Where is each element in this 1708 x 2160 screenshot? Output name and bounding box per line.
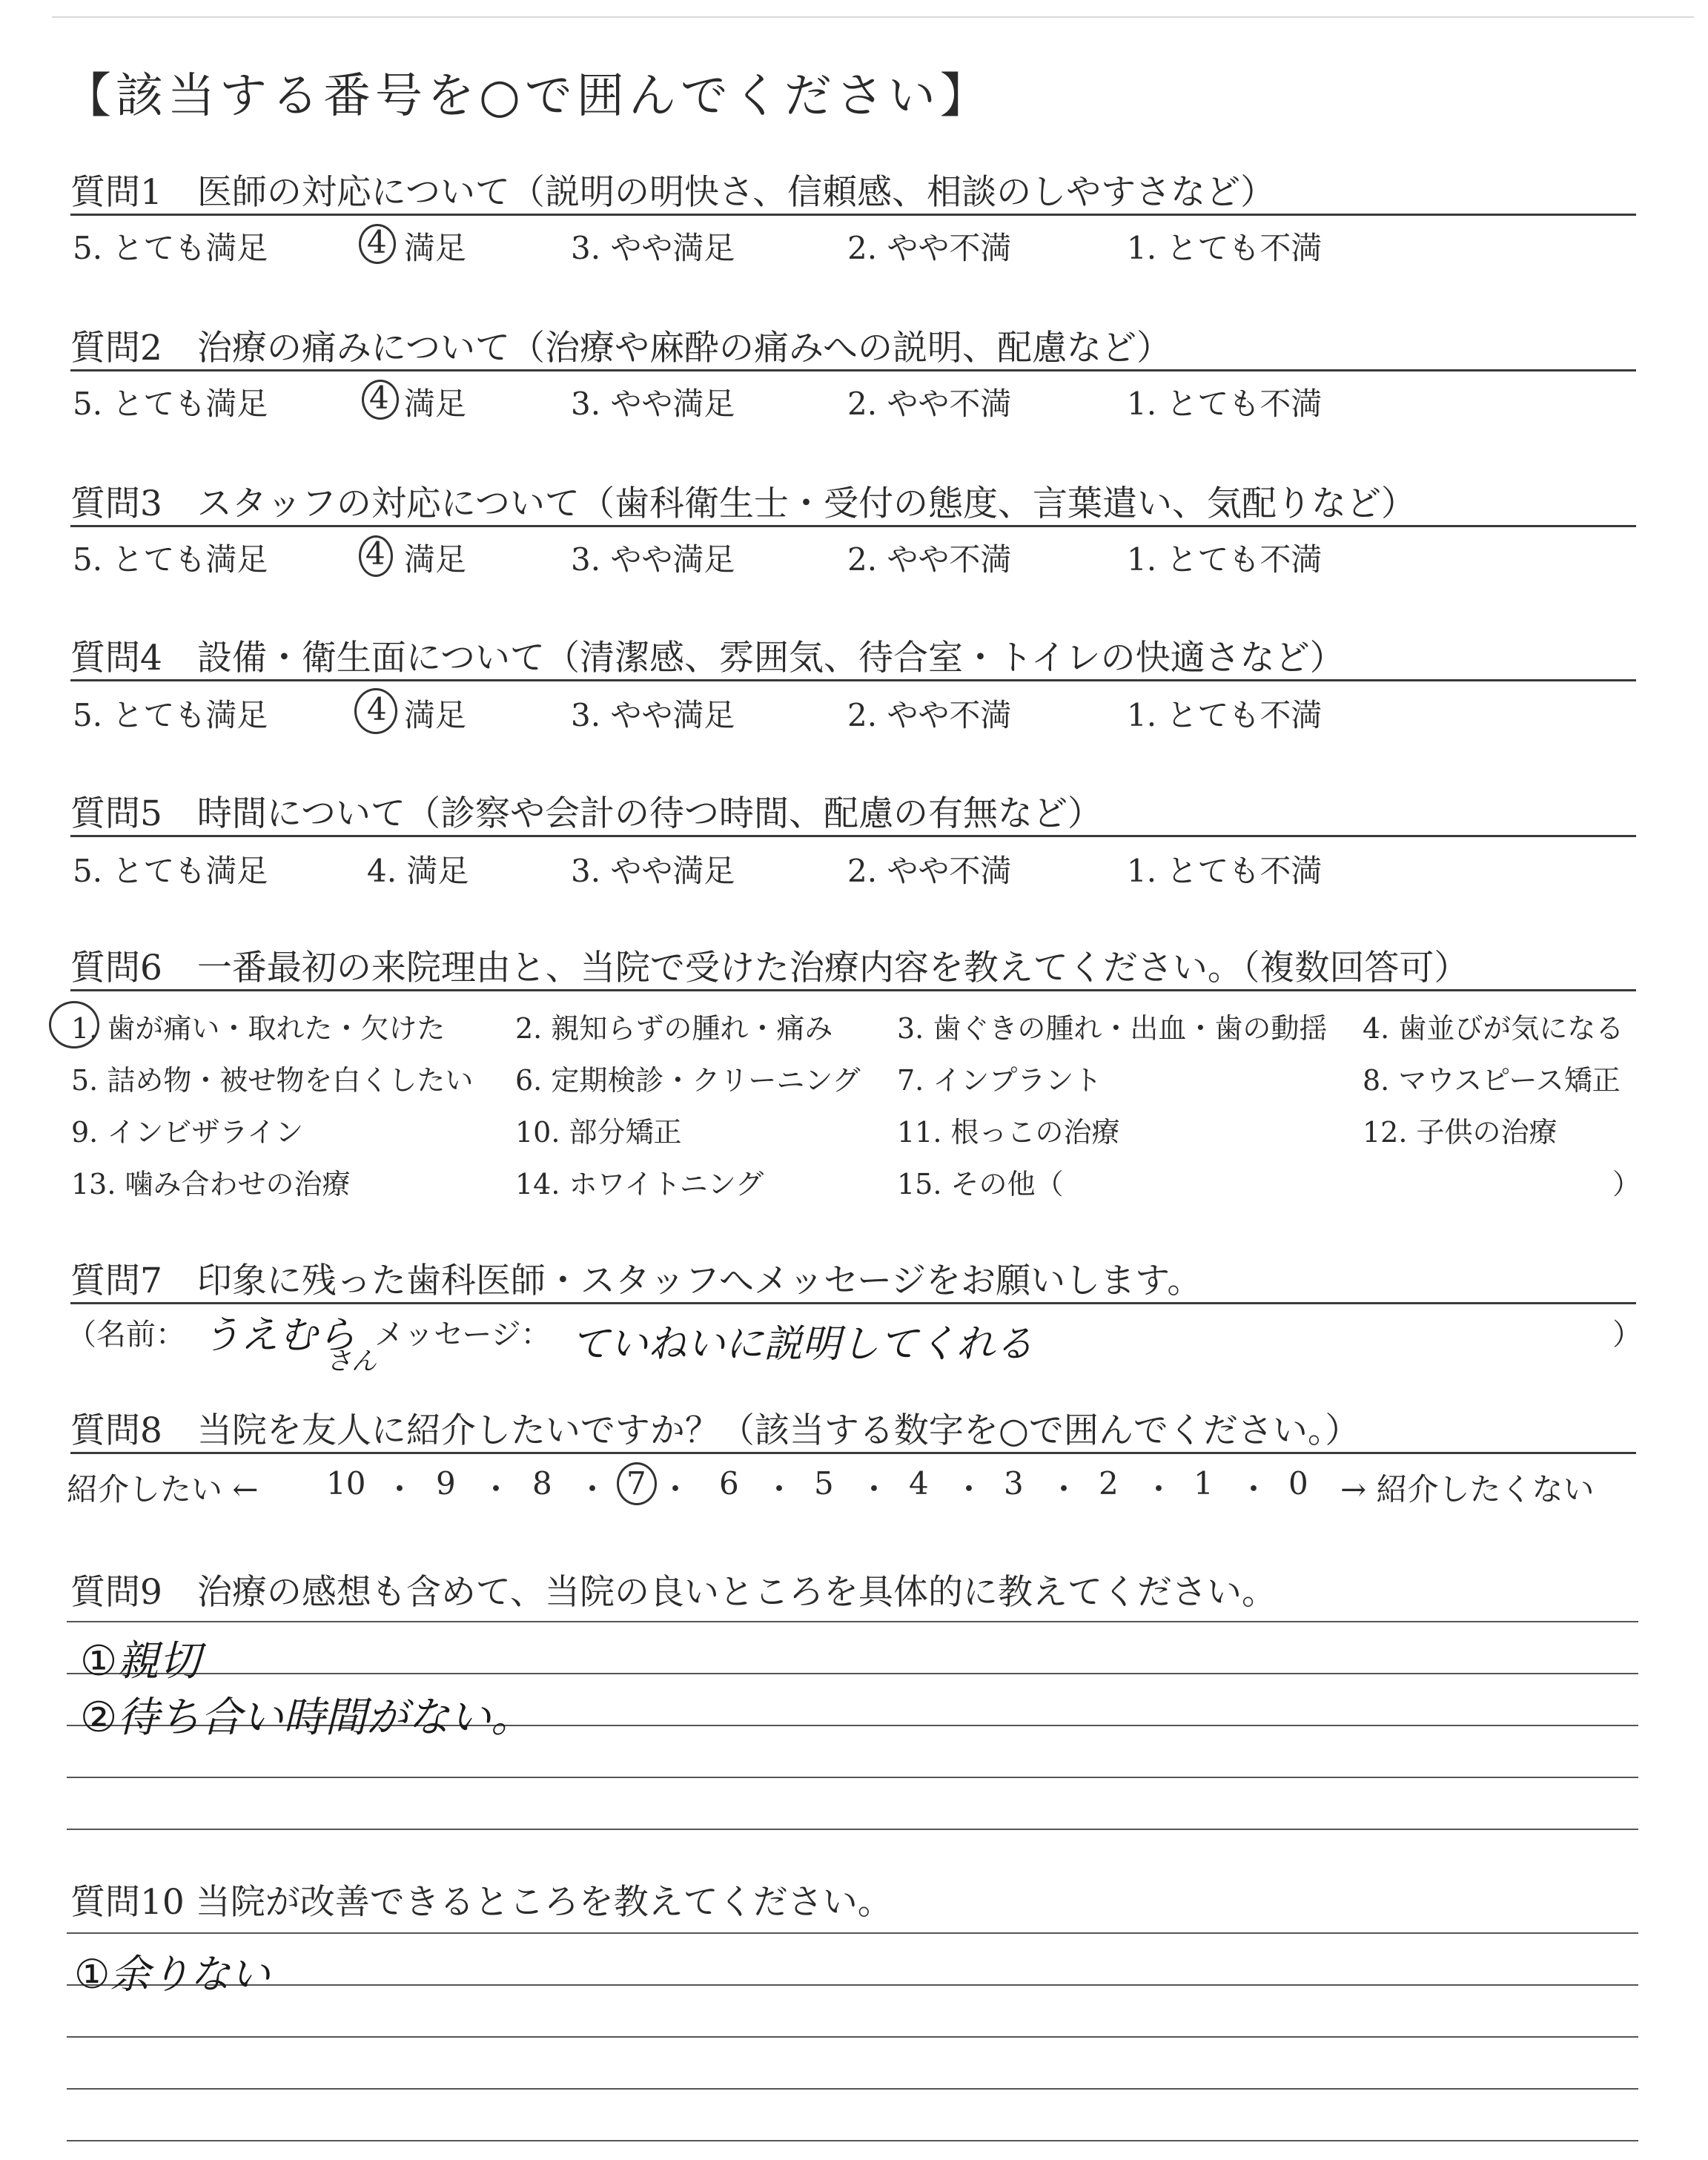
scale-10[interactable]: 10 (326, 1465, 366, 1502)
name-label: （名前： (67, 1318, 185, 1352)
reason-option[interactable]: 8. マウスピース矯正 (1363, 1064, 1621, 1097)
reason-option[interactable]: 4. 歯並びが気になる (1363, 1012, 1624, 1045)
reason-option[interactable]: 5. 詰め物・被せ物を白くしたい (71, 1064, 474, 1097)
question-5-label: 質問5 時間について（診察や会計の待つ時間、配慮の有無など） (70, 793, 1102, 834)
option-4[interactable]: 満足 (404, 230, 467, 266)
q10-answer-1[interactable]: ①余りない (74, 1951, 271, 1998)
question-8-label: 質問8 当院を友人に紹介したいですか？（該当する数字を○で囲んでください。） (70, 1410, 1360, 1451)
answer-line (67, 2140, 1638, 2141)
question-7-label: 質問7 印象に残った歯科医師・スタッフへメッセージをお願いします。 (70, 1261, 1202, 1301)
name-suffix-handwritten: さん (326, 1347, 377, 1376)
question-6-label: 質問6 一番最初の来院理由と、当院で受けた治療内容を教えてください。（複数回答可） (70, 948, 1469, 988)
reason-option[interactable]: 11. 根っこの治療 (897, 1116, 1120, 1149)
option-4-digit[interactable]: 4 (367, 224, 387, 260)
answer-line (67, 2036, 1638, 2038)
option-3[interactable]: 3. やや満足 (571, 697, 735, 733)
reason-option[interactable]: 3. 歯ぐきの腫れ・出血・歯の動揺 (897, 1012, 1328, 1045)
question-1-label: 質問1 医師の対応について（説明の明快さ、信頼感、相談のしやすさなど） (70, 172, 1276, 213)
answer-line (67, 2088, 1638, 2090)
scale-dot: ・ (953, 1471, 985, 1507)
question-3-rule (70, 525, 1636, 527)
name-handwritten[interactable]: うえむら (202, 1313, 357, 1358)
message-handwritten[interactable]: ていねいに説明してくれる (571, 1322, 1034, 1367)
option-2[interactable]: 2. やや不満 (847, 853, 1012, 889)
scale-5[interactable]: 5 (814, 1465, 834, 1502)
scale-dot: ・ (1143, 1471, 1175, 1507)
option-3[interactable]: 3. やや満足 (571, 386, 735, 422)
reason-option[interactable]: 1. 歯が痛い・取れた・欠けた (71, 1012, 446, 1045)
scale-dot: ・ (1238, 1471, 1270, 1507)
option-4-digit[interactable]: 4 (369, 380, 389, 416)
option-4[interactable]: 満足 (404, 386, 467, 422)
option-5[interactable]: 5. とても満足 (73, 386, 268, 422)
scale-1[interactable]: 1 (1194, 1465, 1214, 1502)
answer-line (67, 1984, 1638, 1986)
reason-option[interactable]: 13. 噛み合わせの治療 (71, 1168, 351, 1200)
reason-option[interactable]: 10. 部分矯正 (515, 1116, 682, 1149)
option-3[interactable]: 3. やや満足 (571, 541, 735, 578)
scale-dot: ・ (764, 1471, 795, 1507)
message-close-paren: ） (1612, 1318, 1642, 1352)
answer-line (67, 1829, 1638, 1830)
scale-dot: ・ (1048, 1471, 1080, 1507)
option-4-digit[interactable]: 4 (365, 535, 385, 572)
option-4[interactable]: 満足 (404, 541, 467, 578)
scale-9[interactable]: 9 (436, 1465, 456, 1502)
option-1[interactable]: 1. とても不満 (1127, 853, 1323, 889)
scale-4[interactable]: 4 (909, 1465, 929, 1502)
answer-line (67, 1621, 1638, 1622)
message-label: メッセージ： (374, 1318, 551, 1352)
answer-line (67, 1777, 1638, 1778)
question-2-rule (70, 369, 1636, 371)
question-9-label: 質問9 治療の感想も含めて、当院の良いところを具体的に教えてください。 (70, 1572, 1277, 1613)
reason-option[interactable]: 12. 子供の治療 (1363, 1116, 1558, 1149)
question-4-rule (70, 679, 1636, 681)
form-title: 【該当する番号を○で囲んでください】 (64, 69, 992, 124)
q9-answer-1[interactable]: ①親切 (80, 1637, 201, 1685)
question-10-label: 質問10 当院が改善できるところを教えてください。 (70, 1882, 893, 1923)
option-1[interactable]: 1. とても不満 (1127, 230, 1323, 266)
option-1[interactable]: 1. とても不満 (1127, 697, 1323, 733)
option-2[interactable]: 2. やや不満 (847, 697, 1012, 733)
reason-option[interactable]: 2. 親知らずの腫れ・痛み (515, 1012, 833, 1045)
scale-2[interactable]: 2 (1099, 1465, 1119, 1502)
top-border (52, 16, 1694, 18)
question-8-rule (70, 1452, 1636, 1454)
option-5[interactable]: 5. とても満足 (73, 853, 268, 889)
option-5[interactable]: 5. とても満足 (73, 541, 268, 578)
scale-7[interactable]: 7 (626, 1465, 646, 1502)
reason-option[interactable]: 7. インプラント (897, 1064, 1102, 1097)
question-2-label: 質問2 治療の痛みについて（治療や麻酔の痛みへの説明、配慮など） (70, 328, 1172, 369)
scale-0[interactable]: 0 (1288, 1465, 1308, 1502)
scale-dot: ・ (384, 1471, 416, 1507)
other-close-paren: ） (1612, 1168, 1641, 1200)
answer-line (67, 1673, 1638, 1674)
option-3[interactable]: 3. やや満足 (571, 230, 735, 266)
question-5-rule (70, 835, 1636, 837)
option-1[interactable]: 1. とても不満 (1127, 386, 1323, 422)
scale-right-label: → 紹介したくない (1340, 1471, 1595, 1507)
question-1-rule (70, 214, 1636, 216)
option-2[interactable]: 2. やや不満 (847, 230, 1012, 266)
reason-option[interactable]: 9. インビザライン (71, 1116, 304, 1149)
reason-option[interactable]: 6. 定期検診・クリーニング (515, 1064, 861, 1097)
option-3[interactable]: 3. やや満足 (571, 853, 735, 889)
option-2[interactable]: 2. やや不満 (847, 541, 1012, 578)
scale-dot: ・ (577, 1471, 609, 1507)
q9-answer-2[interactable]: ②待ち合い時間がない。 (80, 1694, 533, 1742)
scale-6[interactable]: 6 (719, 1465, 739, 1502)
scale-left-label: 紹介したい ← (67, 1471, 259, 1507)
option-4[interactable]: 満足 (404, 697, 467, 733)
question-3-label: 質問3 スタッフの対応について（歯科衛生士・受付の態度、言葉遣い、気配りなど） (70, 483, 1416, 524)
scale-dot: ・ (480, 1471, 512, 1507)
option-5[interactable]: 5. とても満足 (73, 230, 268, 266)
scale-8[interactable]: 8 (532, 1465, 552, 1502)
question-4-label: 質問4 設備・衛生面について（清潔感、雰囲気、待合室・トイレの快適さなど） (70, 638, 1345, 678)
option-4-digit[interactable]: 4 (367, 691, 387, 727)
answer-line (67, 1932, 1638, 1934)
reason-option[interactable]: 14. ホワイトニング (515, 1168, 764, 1200)
question-6-rule (70, 989, 1636, 991)
option-5[interactable]: 5. とても満足 (73, 697, 268, 733)
option-1[interactable]: 1. とても不満 (1127, 541, 1323, 578)
option-4[interactable]: 4. 満足 (367, 853, 469, 889)
scale-3[interactable]: 3 (1004, 1465, 1024, 1502)
reason-option-other[interactable]: 15. その他（ (897, 1168, 1064, 1200)
scale-dot: ・ (660, 1471, 692, 1507)
scale-dot: ・ (858, 1471, 890, 1507)
option-2[interactable]: 2. やや不満 (847, 386, 1012, 422)
